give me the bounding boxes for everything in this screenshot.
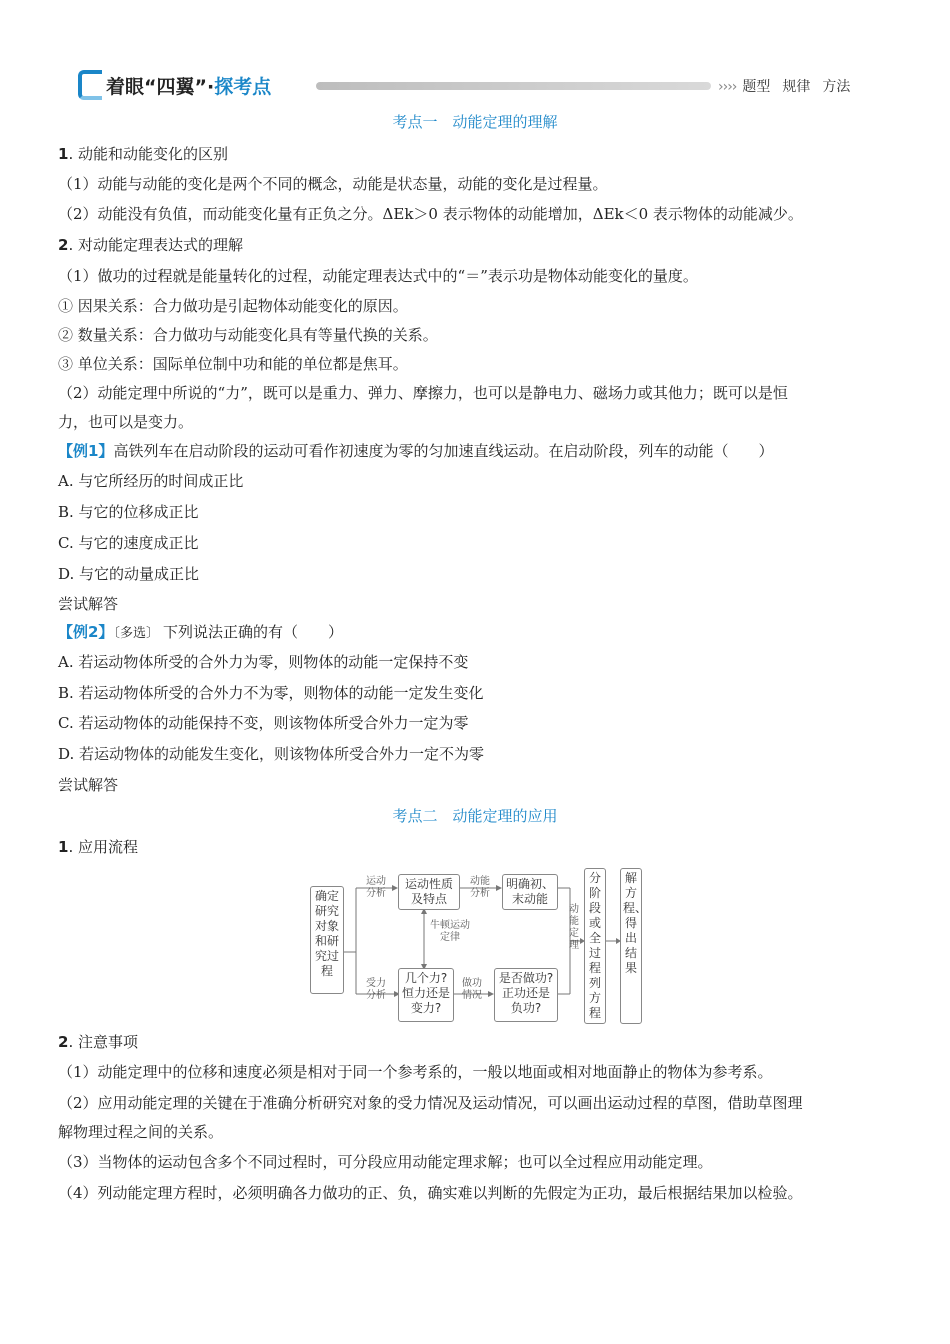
flow-box-motion: 运动性质及特点 [398,874,460,910]
paragraph: ③ 单位关系：国际单位制中功和能的单位都是焦耳。 [58,355,408,373]
option-item: D. 若运动物体的动能发生变化，则该物体所受合外力一定不为零 [58,745,485,763]
option-item: D. 与它的动量成正比 [58,565,200,583]
section1-heading-1 [58,143,894,165]
paragraph: （2）动能定理中所说的“力”，既可以是重力、弹力、摩擦力，也可以是静电力、磁场力或其他力；既可以是恒 [58,384,788,402]
heading-number: 1 [58,838,69,856]
banner-title-accent: 探考点 [214,76,272,98]
example2-question: 下列说法正确的有（ ） [162,623,343,641]
paragraph: （1）动能与动能的变化是两个不同的概念，动能是状态量，动能的变化是过程量。 [58,175,608,193]
flow-label-motion: 运动分析 [366,876,386,899]
chevrons-icon: ›››› [718,79,737,95]
multi-choice-tag: 〔多选〕 [113,626,159,641]
option-item: B. 与它的位移成正比 [58,503,199,521]
paragraph: （1）做功的过程就是能量转化的过程，动能定理表达式中的“＝”表示功是物体动能变化的量度。 [58,267,698,285]
example2-label: 【例2】 [58,623,114,641]
banner-bracket-icon [78,70,102,100]
section-banner [78,68,878,104]
heading-text: . 对动能定理表达式的理解 [68,236,243,254]
flow-label-theorem: 动能定理 [569,904,579,951]
example2-stem [58,621,894,645]
example2-try: 尝试解答 [58,776,119,794]
banner-title [106,72,271,99]
heading-text: . 动能和动能变化的区别 [68,145,228,163]
paragraph: （2）动能没有负值，而动能变化量有正负之分。ΔEk＞0 表示物体的动能增加，ΔEk＜0 表示物体的动能减少。 [58,205,803,223]
option-item: C. 与它的速度成正比 [58,534,199,552]
banner-tags [718,76,862,96]
section1-heading-2 [58,234,894,256]
section2-heading-1 [58,836,894,858]
flow-label-ke: 动能分析 [470,876,490,899]
option-item: C. 若运动物体的动能保持不变，则该物体所受合外力一定为零 [58,714,469,732]
section2-heading-2 [58,1031,894,1053]
paragraph: 力，也可以是变力。 [58,413,194,431]
paragraph: 解物理过程之间的关系。 [58,1123,224,1141]
paragraph: ① 因果关系：合力做功是引起物体动能变化的原因。 [58,297,408,315]
option-item: A. 与它所经历的时间成正比 [58,472,244,490]
paragraph: （2）应用动能定理的关键在于准确分析研究对象的受力情况及运动情况，可以画出运动过程的草图，借助草图理 [58,1094,803,1112]
paragraph: （1）动能定理中的位移和速度必须是相对于同一个参考系的，一般以地面或相对地面静止的物体为参考系。 [58,1063,773,1081]
paragraph: ② 数量关系：合力做功与动能变化具有等量代换的关系。 [58,326,438,344]
example1-stem [58,440,894,462]
banner-tag-methods: 方法 [822,79,851,95]
flow-box-solve: 解方程、得出结果 [620,868,642,1024]
heading-number: 1 [58,145,69,163]
flow-label-force: 受力分析 [366,978,386,1001]
flow-box-work: 是否做功?正功还是负功? [494,968,558,1022]
section1-title: 考点一 动能定理的理解 [392,113,558,131]
heading-text: . 注意事项 [68,1033,138,1051]
flow-label-newton: 牛顿运动定律 [430,920,470,943]
banner-title-prefix: 着眼“四翼”· [106,76,215,98]
banner-divider-bar [316,82,711,90]
paragraph: （3）当物体的运动包含多个不同过程时，可分段应用动能定理求解；也可以全过程应用动能定理。 [58,1153,713,1171]
paragraph: （4）列动能定理方程时，必须明确各力做功的正、负，确实难以判断的先假定为正功，最后根据结果加以检验。 [58,1184,803,1202]
section2-title: 考点二 动能定理的应用 [392,807,558,825]
flow-box-equation: 分阶段或全过程列方程 [584,868,606,1024]
example1-label: 【例1】 [58,442,114,460]
example1-try: 尝试解答 [58,595,119,613]
flow-box-start: 确定研究对象和研究过程 [310,886,344,994]
heading-number: 2 [58,1033,69,1051]
banner-tag-types: 题型 [742,79,771,95]
option-item: A. 若运动物体所受的合外力为零，则物体的动能一定保持不变 [58,653,469,671]
flow-label-work: 做功情况 [462,978,482,1001]
option-item: B. 若运动物体所受的合外力不为零，则物体的动能一定发生变化 [58,684,484,702]
heading-number: 2 [58,236,69,254]
example1-question: 高铁列车在启动阶段的运动可看作初速度为零的匀加速直线运动。在启动阶段，列车的动能（ ） [113,442,774,460]
flow-box-force: 几个力?恒力还是变力? [398,968,454,1022]
heading-text: . 应用流程 [68,838,138,856]
banner-tag-rules: 规律 [782,79,811,95]
flow-box-ke: 明确初、末动能 [502,874,558,910]
application-flowchart [308,866,648,1028]
